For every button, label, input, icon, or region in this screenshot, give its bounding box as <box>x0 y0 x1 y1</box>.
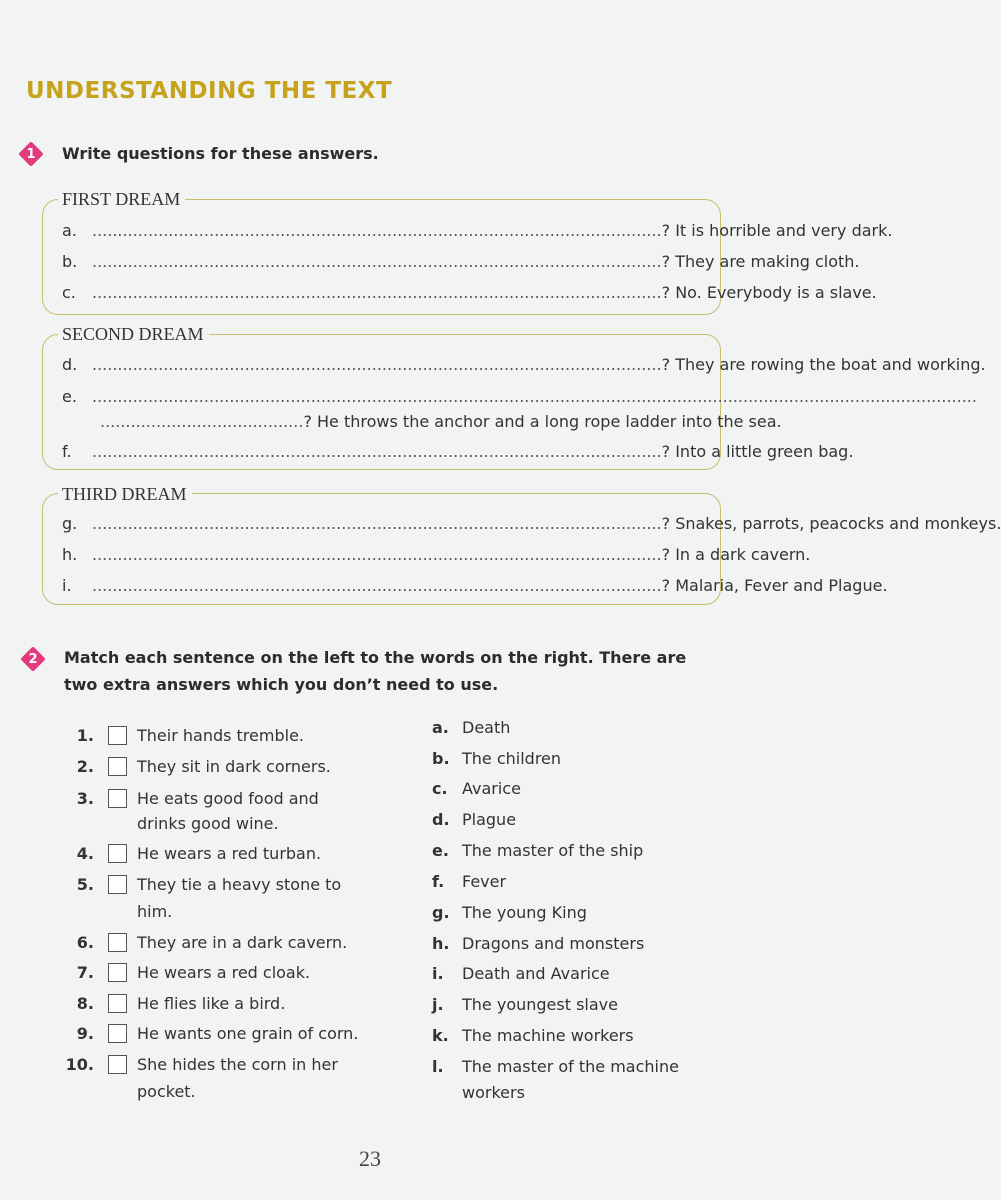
answer-checkbox[interactable] <box>108 1024 127 1043</box>
answer-blank[interactable]: ................................................................................................................ <box>92 221 662 240</box>
third-dream-label: THIRD DREAM <box>58 484 192 504</box>
question-line-e: e. .............................................................................................................................................................................. <box>62 384 712 410</box>
question-line-e-continued: ........................................ ? He throws the anchor and a long rope ladder into the sea. <box>100 409 712 435</box>
exercise-2-instruction-line-2: two extra answers which you don’t need to use. <box>64 675 499 694</box>
exercise-2-badge: 2 <box>20 646 46 672</box>
answer-blank[interactable]: ................................................................................................................ <box>92 283 662 302</box>
second-dream-label: SECOND DREAM <box>58 324 209 344</box>
answer-blank[interactable]: ................................................................................................................ <box>92 442 662 461</box>
answer-checkbox[interactable] <box>108 789 127 808</box>
answer-blank[interactable]: ................................................................................................................ <box>92 514 662 533</box>
answer-blank[interactable]: ................................................................................................................ <box>92 355 662 374</box>
answer-checkbox[interactable] <box>108 875 127 894</box>
question-line-h: h. ................................................................................................................ ? In a dark cavern. <box>62 542 712 568</box>
answer-checkbox[interactable] <box>108 844 127 863</box>
answer-blank[interactable]: ................................................................................................................ <box>92 545 662 564</box>
answer-blank[interactable]: ................................................................................................................ <box>92 252 662 271</box>
question-line-c: c. ................................................................................................................ ? No. Everybody is a slave. <box>62 280 712 306</box>
question-line-g: g. ................................................................................................................ ? Snakes, parrots, peacocks and monkeys. <box>62 511 712 537</box>
first-dream-label: FIRST DREAM <box>58 189 185 209</box>
question-line-a: a. ................................................................................................................ ? It is horrible and very dark. <box>62 218 712 244</box>
answer-blank[interactable]: ........................................ <box>100 412 304 431</box>
question-line-d: d. ................................................................................................................ ? They are rowing the boat and working. <box>62 352 712 378</box>
question-line-f: f. ................................................................................................................ ? Into a little green bag. <box>62 439 712 465</box>
workbook-page: UNDERSTANDING THE TEXT 1 Write questions for these answers. FIRST DREAM a. ................................................................................................................ ? It is horrible and very dark. b. ................................................................................................................ ? They are making cloth. c. ................................................................................................................ ? No. Everybody is a slave. SECOND DREAM d. ................................................................................................................ ? They are rowing the boat and working. e. .............................................................................................................................................................................. ........................................ ? He throws the anchor and a long rope ladder into the sea. f. ................................................................................................................ ? Into a little green bag. THIRD DREAM g. ................................................................................................................ ? Snakes, parrots, peacocks and monkeys. h. ................................................................................................................ ? In a dark cavern. i. ................................................................................................................ ? Malaria, Fever and Plague. 2 Match each sentence on the left to the words on the right. There are two extra answers which you don’t need to use. 1. Their hands tremble. 2. They sit in dark corners. 3. He eats good food and drinks good wine. 4. He wears a red turban. 5. They tie a heavy stone to him. 6. They are in a dark cavern. 7. He wears a red cloak. 8. He flies like a bird. 9. He wants one grain of corn. 10. She hides the corn in her pocket. a. Death b. The children c. Avarice d. Plague e. The master of the ship f. Fever g. The young King h. Dragons and monsters i. Death and Avarice j. The youngest slave k. The machine workers l. The master of the machine workers 23 <box>0 0 814 1200</box>
answer-blank[interactable]: ................................................................................................................ <box>92 576 662 595</box>
answer-checkbox[interactable] <box>108 963 127 982</box>
exercise-1-instruction: Write questions for these answers. <box>62 144 379 163</box>
answer-checkbox[interactable] <box>108 757 127 776</box>
answer-checkbox[interactable] <box>108 726 127 745</box>
exercise-2-instruction-line-1: Match each sentence on the left to the words on the right. There are <box>64 648 687 667</box>
page-number: 23 <box>359 1146 381 1171</box>
exercise-1-badge: 1 <box>18 141 44 167</box>
answer-checkbox[interactable] <box>108 994 127 1013</box>
question-line-i: i. ................................................................................................................ ? Malaria, Fever and Plague. <box>62 573 712 599</box>
answer-checkbox[interactable] <box>108 933 127 952</box>
answer-checkbox[interactable] <box>108 1055 127 1074</box>
answer-blank[interactable]: .............................................................................................................................................................................. <box>92 387 977 406</box>
section-title: UNDERSTANDING THE TEXT <box>26 78 393 104</box>
question-line-b: b. ................................................................................................................ ? They are making cloth. <box>62 249 712 275</box>
